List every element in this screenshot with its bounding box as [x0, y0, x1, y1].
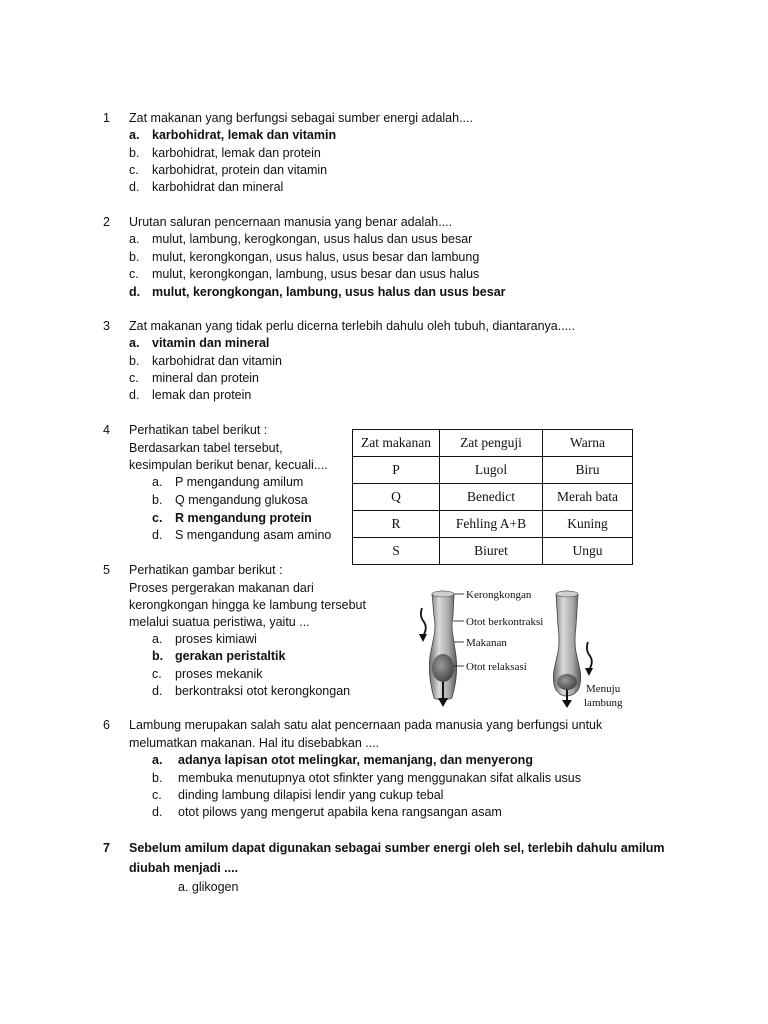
table-cell: Kuning	[543, 511, 633, 538]
table-row	[353, 457, 633, 484]
table-header-cell: Zat penguji	[440, 430, 543, 457]
table-header-row	[353, 430, 633, 457]
arrow-head-icon	[562, 700, 572, 708]
question-number: 6	[103, 718, 110, 732]
option-letter: d.	[129, 388, 140, 402]
label-lambung: lambung	[584, 697, 623, 709]
option-letter: b.	[129, 146, 140, 160]
question-number: 4	[103, 423, 110, 437]
question-text: melalui suatua peristiwa, yaitu ...	[129, 615, 310, 629]
option-letter: d.	[152, 528, 163, 542]
option-text: adanya lapisan otot melingkar, memanjang, dan menyerong	[178, 753, 533, 767]
option-text: membuka menutupnya otot sfinkter yang menggunakan sifat alkalis usus	[178, 771, 582, 785]
table-cell: Lugol	[440, 457, 543, 484]
table-header-cell: Warna	[543, 430, 633, 457]
label-makanan: Makanan	[466, 637, 507, 649]
option-letter: c.	[152, 788, 162, 802]
table-cell: P	[353, 457, 440, 484]
option-letter: a.	[152, 475, 163, 489]
table-cell: Fehling A+B	[440, 511, 543, 538]
option-text: a. glikogen	[178, 880, 239, 894]
question-text: Zat makanan yang berfungsi sebagai sumber energi adalah....	[129, 111, 473, 125]
option-text: proses kimiawi	[175, 632, 257, 646]
option-text: karbohidrat, lemak dan vitamin	[152, 128, 337, 142]
question-text: Perhatikan tabel berikut :	[129, 423, 268, 437]
option-letter: c.	[152, 667, 162, 681]
option-letter: d.	[152, 805, 163, 819]
arrow-head-icon	[419, 634, 427, 642]
table-header-cell: Zat makanan	[353, 430, 440, 457]
option-letter: d.	[152, 684, 163, 698]
option-text: berkontraksi otot kerongkongan	[175, 684, 351, 698]
option-text: karbohidrat, protein dan vitamin	[152, 163, 328, 177]
option-text: Q mengandung glukosa	[175, 493, 308, 507]
option-text: mulut, kerongkongan, lambung, usus besar dan usus halus	[152, 267, 480, 281]
question-number: 5	[103, 563, 110, 577]
option-letter: b.	[152, 493, 163, 507]
food-test-table	[352, 429, 633, 565]
option-letter: a.	[129, 336, 140, 350]
option-letter: d.	[129, 180, 140, 194]
table-cell: S	[353, 538, 440, 565]
option-letter: b.	[129, 250, 140, 264]
wavy-arrow-icon	[421, 608, 426, 636]
peristalsis-diagram	[410, 586, 626, 710]
question-text: Zat makanan yang tidak perlu dicerna terlebih dahulu oleh tubuh, diantaranya.....	[129, 319, 576, 333]
option-text: S mengandung asam amino	[175, 528, 332, 542]
option-text: otot pilows yang mengerut apabila kena rangsangan asam	[178, 805, 502, 819]
esophagus-relaxed-icon	[553, 591, 580, 696]
question-number: 3	[103, 319, 110, 333]
table-cell: Q	[353, 484, 440, 511]
option-text: R mengandung protein	[175, 511, 312, 525]
label-otot-relaksasi: Otot relaksasi	[466, 661, 527, 673]
option-text: mineral dan protein	[152, 371, 260, 385]
option-text: mulut, kerongkongan, usus halus, usus besar dan lambung	[152, 250, 480, 264]
option-letter: c.	[129, 163, 139, 177]
question-text: kesimpulan berikut benar, kecuali....	[129, 458, 328, 472]
table-cell: Merah bata	[543, 484, 633, 511]
option-text: lemak dan protein	[152, 388, 252, 402]
question-text: Lambung merupakan salah satu alat pencernaan pada manusia yang berfungsi untuk	[129, 718, 603, 732]
label-otot-berkontraksi: Otot berkontraksi	[466, 616, 544, 628]
option-text: karbohidrat dan mineral	[152, 180, 284, 194]
option-letter: b.	[152, 649, 164, 663]
table-cell: Biru	[543, 457, 633, 484]
table-cell: Benedict	[440, 484, 543, 511]
question-text: Proses pergerakan makanan dari	[129, 581, 314, 595]
wavy-arrow-icon	[587, 642, 592, 670]
option-text: P mengandung amilum	[175, 475, 304, 489]
label-menuju: Menuju	[586, 683, 621, 695]
table-cell: Ungu	[543, 538, 633, 565]
option-letter: a.	[152, 753, 163, 767]
option-letter: c.	[129, 267, 139, 281]
option-letter: a.	[129, 128, 140, 142]
option-text: karbohidrat, lemak dan protein	[152, 146, 321, 160]
question-text: Sebelum amilum dapat digunakan sebagai sumber energi oleh sel, terlebih dahulu amilum	[129, 841, 665, 855]
question-text: Perhatikan gambar berikut :	[129, 563, 283, 577]
question-number: 2	[103, 215, 110, 229]
arrow-head-icon	[585, 668, 593, 676]
table-row	[353, 538, 633, 565]
table-row	[353, 511, 633, 538]
option-text: mulut, kerongkongan, lambung, usus halus dan usus besar	[152, 285, 506, 299]
option-text: dinding lambung dilapisi lendir yang cukup tebal	[178, 788, 444, 802]
question-text: kerongkongan hingga ke lambung tersebut	[129, 598, 366, 612]
option-letter: a.	[152, 632, 163, 646]
option-letter: a.	[129, 232, 140, 246]
option-letter: b.	[152, 771, 163, 785]
option-text: karbohidrat dan vitamin	[152, 354, 282, 368]
question-text: Berdasarkan tabel tersebut,	[129, 441, 283, 455]
label-kerongkongan: Kerongkongan	[466, 589, 532, 601]
table-cell: Biuret	[440, 538, 543, 565]
question-text: diubah menjadi ....	[129, 861, 239, 875]
option-letter: c.	[129, 371, 139, 385]
arrow-head-icon	[438, 698, 448, 707]
option-text: proses mekanik	[175, 667, 263, 681]
question-number: 7	[103, 841, 110, 855]
question-text: melumatkan makanan. Hal itu disebabkan ....	[129, 736, 380, 750]
question-number: 1	[103, 111, 110, 125]
question-text: Urutan saluran pencernaan manusia yang benar adalah....	[129, 215, 453, 229]
option-text: mulut, lambung, kerogkongan, usus halus dan usus besar	[152, 232, 473, 246]
option-text: vitamin dan mineral	[152, 336, 270, 350]
option-letter: b.	[129, 354, 140, 368]
table-cell: R	[353, 511, 440, 538]
option-letter: c.	[152, 511, 163, 525]
option-text: gerakan peristaltik	[175, 649, 286, 663]
table-row	[353, 484, 633, 511]
option-letter: d.	[129, 285, 141, 299]
